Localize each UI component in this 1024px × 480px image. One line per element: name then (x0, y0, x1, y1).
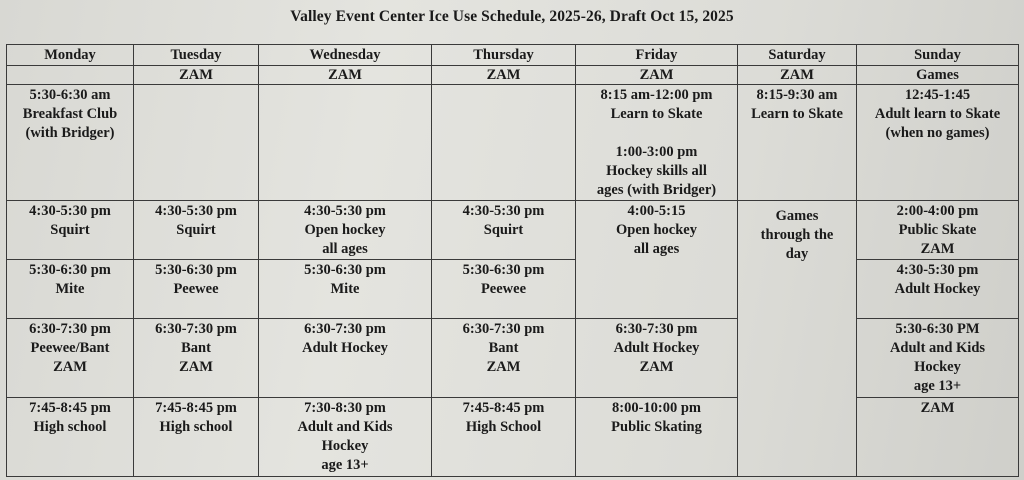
cell-thursday-slot1-empty (432, 85, 576, 201)
header-friday: Friday (576, 45, 738, 66)
cell-monday-slot5: 7:45-8:45 pm High school (7, 398, 134, 477)
cell-friday-slot4: 6:30-7:30 pm Adult Hockey ZAM (576, 319, 738, 398)
cell-tuesday-slot2: 4:30-5:30 pm Squirt (134, 201, 259, 260)
cell-sunday-slot3: 4:30-5:30 pm Adult Hockey (857, 260, 1019, 319)
subheader-saturday: ZAM (738, 66, 857, 85)
cell-saturday-slot1: 8:15-9:30 am Learn to Skate (738, 85, 857, 201)
cell-monday-slot1: 5:30-6:30 am Breakfast Club (with Bridger) (7, 85, 134, 201)
header-sunday: Sunday (857, 45, 1019, 66)
header-tuesday: Tuesday (134, 45, 259, 66)
cell-wednesday-slot3: 5:30-6:30 pm Mite (259, 260, 432, 319)
cell-monday-slot2: 4:30-5:30 pm Squirt (7, 201, 134, 260)
cell-thursday-slot3: 5:30-6:30 pm Peewee (432, 260, 576, 319)
cell-friday-slot5: 8:00-10:00 pm Public Skating (576, 398, 738, 477)
subheader-wednesday: ZAM (259, 66, 432, 85)
cell-thursday-slot5: 7:45-8:45 pm High School (432, 398, 576, 477)
subheader-monday (7, 66, 134, 85)
schedule-table (6, 44, 1019, 477)
slot-row-3 (7, 260, 1019, 319)
slot-row-5 (7, 398, 1019, 477)
subheader-tuesday: ZAM (134, 66, 259, 85)
slot-row-2 (7, 201, 1019, 260)
cell-tuesday-slot1-empty (134, 85, 259, 201)
slot-row-4 (7, 319, 1019, 398)
cell-sunday-slot5: ZAM (857, 398, 1019, 477)
cell-tuesday-slot4: 6:30-7:30 pm Bant ZAM (134, 319, 259, 398)
cell-sunday-slot4: 5:30-6:30 PM Adult and Kids Hockey age 13+ (857, 319, 1019, 398)
header-monday: Monday (7, 45, 134, 66)
day-header-row (7, 45, 1019, 66)
cell-tuesday-slot3: 5:30-6:30 pm Peewee (134, 260, 259, 319)
page-title: Valley Event Center Ice Use Schedule, 2025-26, Draft Oct 15, 2025 (290, 8, 734, 25)
subheader-row (7, 66, 1019, 85)
cell-monday-slot3: 5:30-6:30 pm Mite (7, 260, 134, 319)
slot-row-1 (7, 85, 1019, 201)
cell-friday-slot1: 8:15 am-12:00 pm Learn to Skate 1:00-3:00 pm Hockey skills all ages (with Bridger) (576, 85, 738, 201)
cell-wednesday-slot5: 7:30-8:30 pm Adult and Kids Hockey age 13+ (259, 398, 432, 477)
cell-sunday-slot1: 12:45-1:45 Adult learn to Skate (when no games) (857, 85, 1019, 201)
cell-friday-slot2: 4:00-5:15 Open hockey all ages (576, 201, 738, 319)
cell-wednesday-slot1-empty (259, 85, 432, 201)
header-wednesday: Wednesday (259, 45, 432, 66)
cell-monday-slot4: 6:30-7:30 pm Peewee/Bant ZAM (7, 319, 134, 398)
cell-sunday-slot2: 2:00-4:00 pm Public Skate ZAM (857, 201, 1019, 260)
cell-tuesday-slot5: 7:45-8:45 pm High school (134, 398, 259, 477)
header-saturday: Saturday (738, 45, 857, 66)
cell-wednesday-slot4: 6:30-7:30 pm Adult Hockey (259, 319, 432, 398)
cell-wednesday-slot2: 4:30-5:30 pm Open hockey all ages (259, 201, 432, 260)
header-thursday: Thursday (432, 45, 576, 66)
cell-thursday-slot2: 4:30-5:30 pm Squirt (432, 201, 576, 260)
subheader-thursday: ZAM (432, 66, 576, 85)
subheader-sunday: Games (857, 66, 1019, 85)
cell-saturday-games: Games through the day (738, 201, 857, 477)
subheader-friday: ZAM (576, 66, 738, 85)
cell-thursday-slot4: 6:30-7:30 pm Bant ZAM (432, 319, 576, 398)
